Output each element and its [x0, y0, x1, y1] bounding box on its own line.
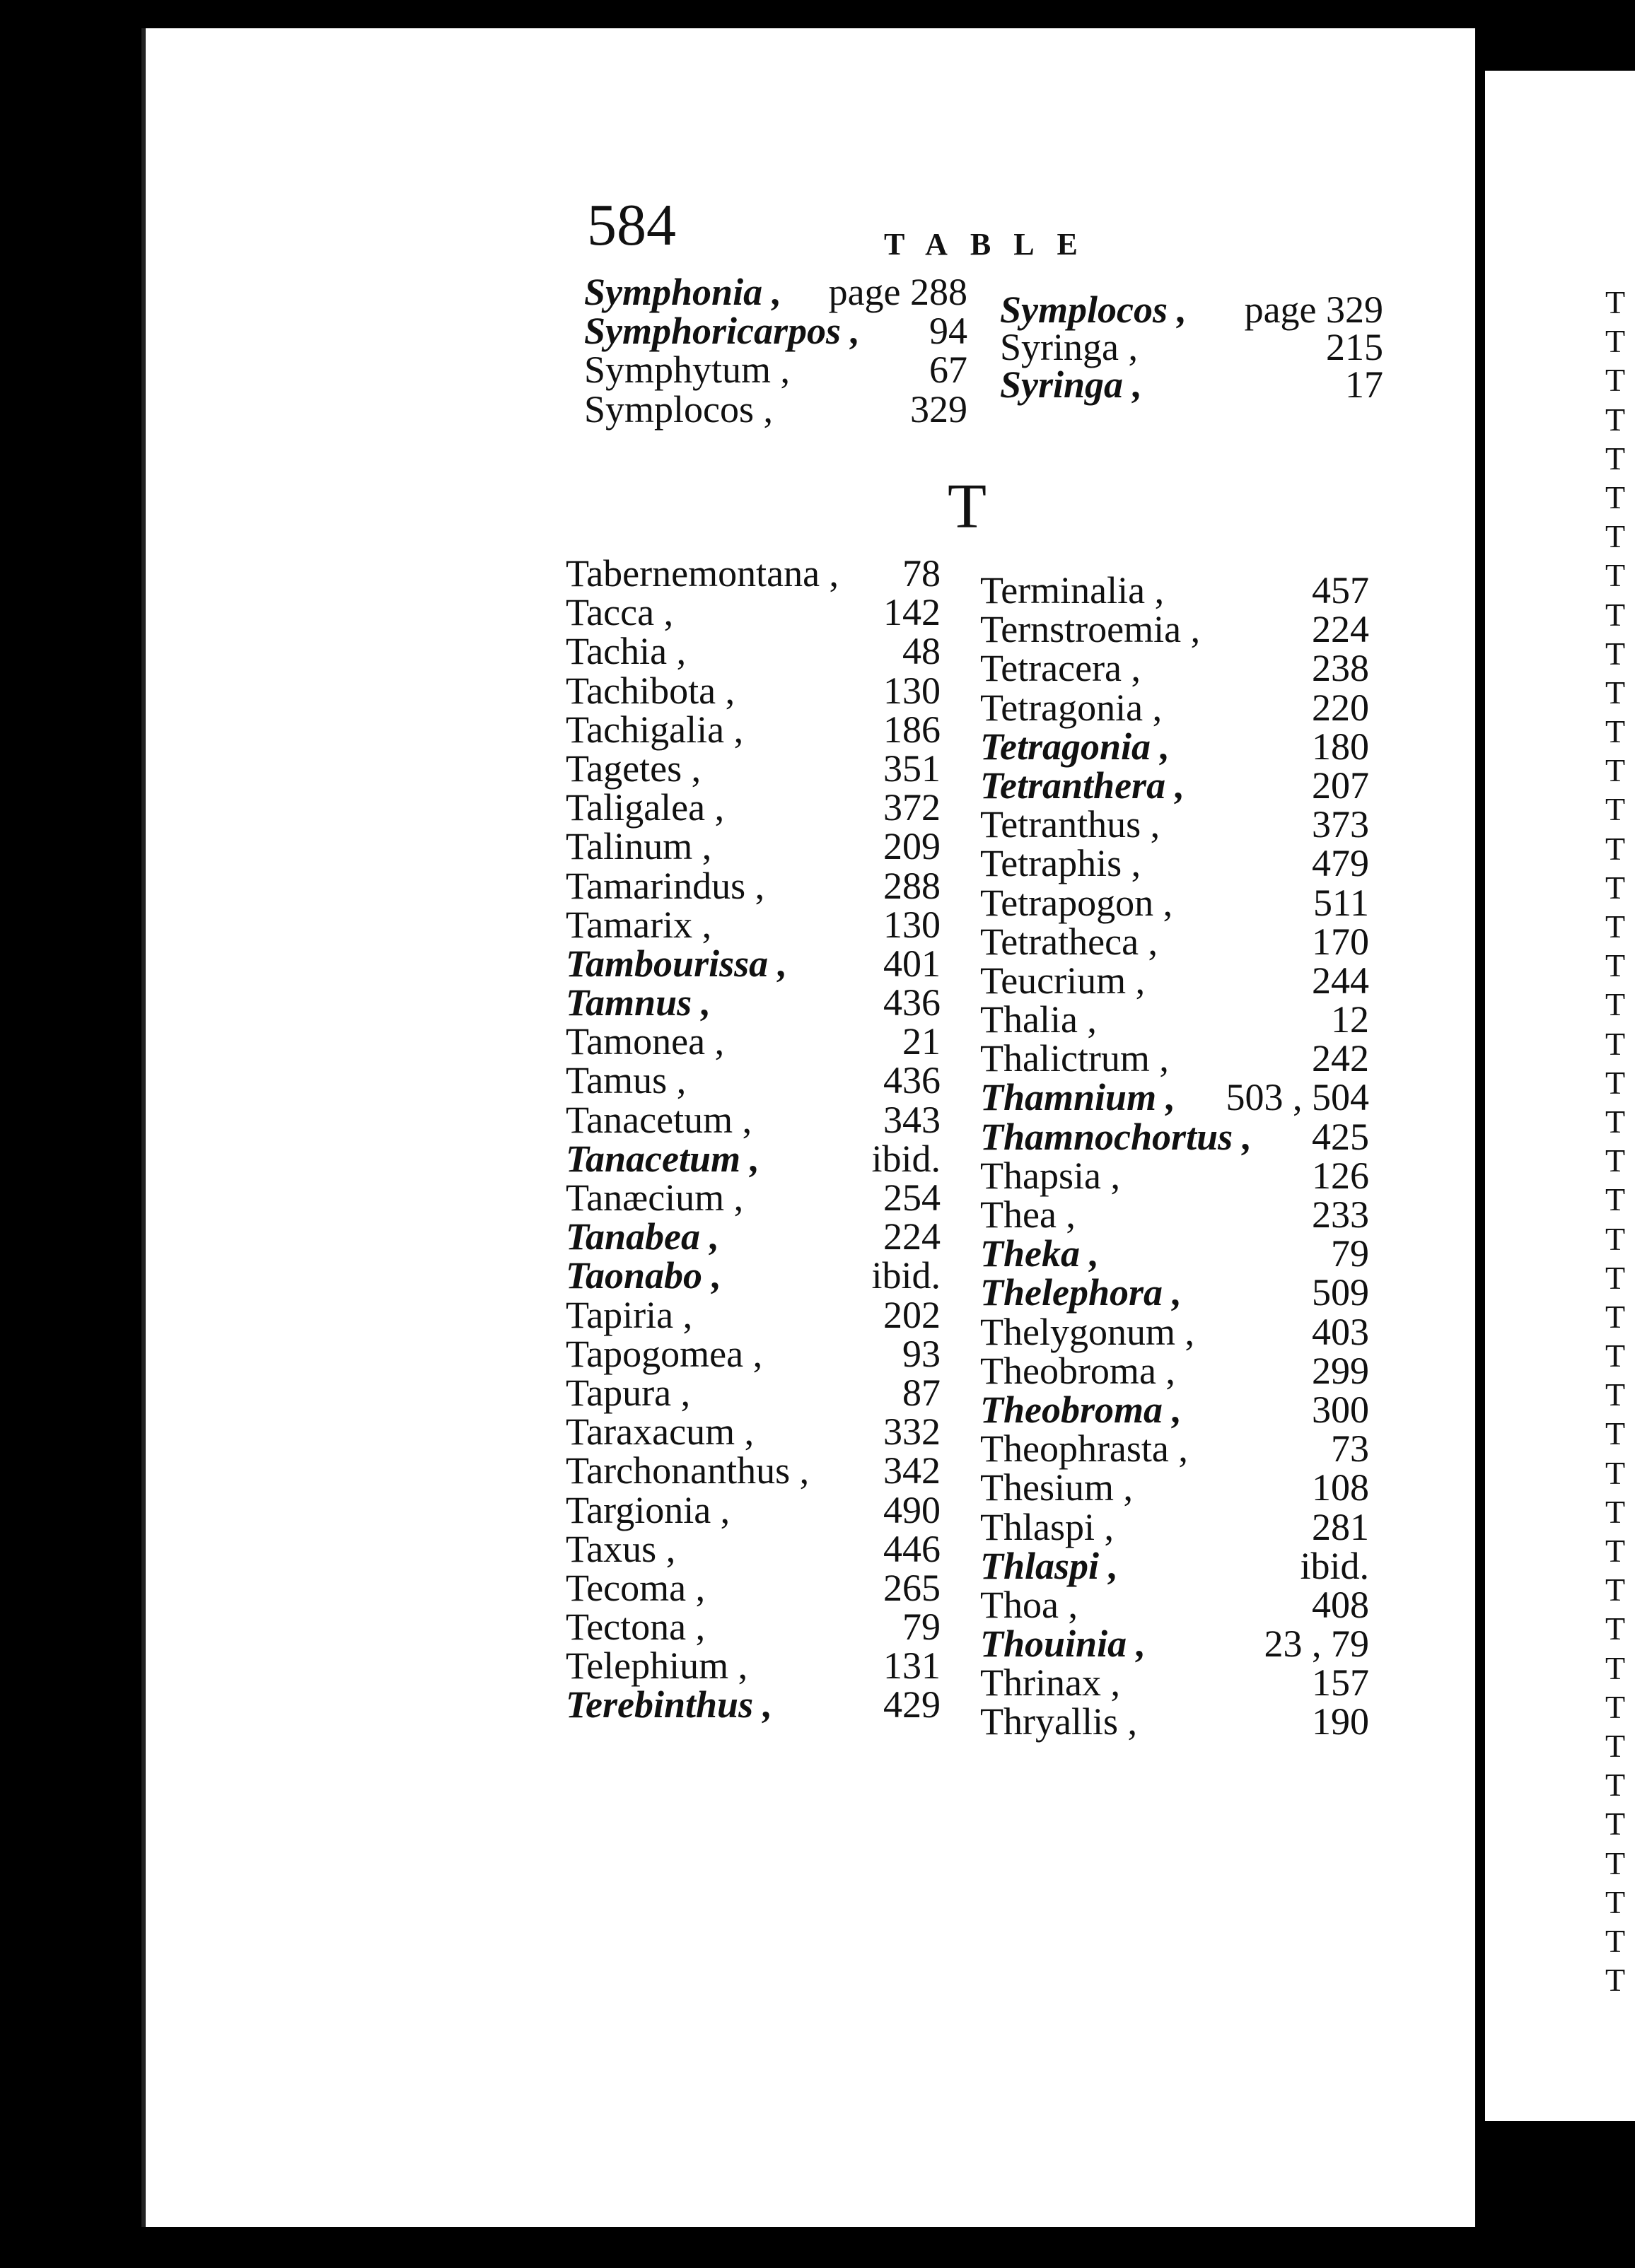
entry-name: Tanæcium , — [566, 1176, 744, 1219]
entry-name: Syringa , — [1000, 326, 1138, 368]
entry-name: Symplocos , — [584, 387, 774, 431]
entry-name: Tagetes , — [566, 747, 702, 790]
adjacent-page-letter: T — [1605, 1688, 1626, 1725]
index-entry — [566, 1566, 941, 1609]
entry-name: Tabernemontana , — [566, 552, 839, 595]
entry-name: Thelephora , — [980, 1271, 1182, 1314]
index-entry — [566, 1137, 941, 1180]
entry-page: 78 — [902, 552, 941, 595]
entry-page: 170 — [1312, 920, 1369, 963]
entry-page: 332 — [883, 1410, 941, 1454]
entry-name: Tamus , — [566, 1059, 687, 1102]
index-entry — [566, 903, 941, 946]
adjacent-page-letter: T — [1605, 440, 1626, 477]
index-entry — [566, 593, 941, 632]
entry-name: Taonabo , — [566, 1254, 722, 1297]
entry-name: Tachia , — [566, 630, 687, 673]
entry-name: Tambourissa , — [566, 942, 788, 985]
index-entry — [980, 1039, 1369, 1078]
index-entry — [980, 610, 1369, 649]
entry-name: Ternstroemia , — [980, 608, 1201, 651]
adjacent-page-letter: T — [1605, 1572, 1626, 1608]
adjacent-page-letter: T — [1605, 674, 1626, 711]
adjacent-page-letter: T — [1605, 1493, 1626, 1530]
entry-page: 343 — [883, 1098, 941, 1141]
entry-page: ibid. — [871, 1137, 941, 1180]
entry-name: Tacca , — [566, 591, 674, 634]
entry-name: Thamnium , — [980, 1076, 1176, 1119]
entry-name: Tanacetum , — [566, 1137, 760, 1180]
entry-name: Targionia , — [566, 1488, 731, 1531]
index-entry — [566, 864, 941, 907]
index-entry — [1000, 326, 1383, 368]
entry-page: 79 — [902, 1606, 941, 1649]
entry-name: Thoa , — [980, 1583, 1078, 1626]
index-entry — [566, 788, 941, 827]
index-entry — [980, 1702, 1369, 1741]
entry-page: 254 — [883, 1176, 941, 1219]
entry-page: 94 — [929, 310, 967, 353]
entry-page: 157 — [1312, 1661, 1369, 1705]
adjacent-page-letter: T — [1605, 947, 1626, 984]
adjacent-page-letter: T — [1605, 713, 1626, 750]
adjacent-page-letter: T — [1605, 1142, 1626, 1179]
entry-page: 130 — [883, 669, 941, 712]
adjacent-page-letter: T — [1605, 1376, 1626, 1413]
adjacent-page-letter: T — [1605, 1845, 1626, 1881]
entry-name: Terebinthus , — [566, 1683, 773, 1726]
continued-entries-right — [1000, 288, 1383, 406]
entry-page: 446 — [883, 1527, 941, 1570]
adjacent-page-letter: T — [1605, 1103, 1626, 1140]
index-entry — [566, 1098, 941, 1141]
entry-page: 372 — [883, 786, 941, 829]
index-entry — [980, 1427, 1369, 1471]
entry-name: Taxus , — [566, 1527, 676, 1570]
entry-name: Theobroma , — [980, 1388, 1182, 1431]
entry-page: 209 — [883, 825, 941, 868]
entry-page: 429 — [883, 1683, 941, 1726]
adjacent-page-letter: T — [1605, 1415, 1626, 1452]
entry-page: 242 — [1312, 1037, 1369, 1080]
adjacent-page-letter: T — [1605, 791, 1626, 828]
entry-page: 511 — [1313, 881, 1369, 924]
entry-name: Symplocos , — [1000, 288, 1187, 331]
index-entry — [566, 1217, 941, 1256]
entry-name: Tanacetum , — [566, 1098, 752, 1141]
index-entry — [566, 669, 941, 712]
entry-page: 401 — [883, 942, 941, 985]
entry-name: Taligalea , — [566, 786, 725, 829]
entry-name: Tamarix , — [566, 903, 712, 946]
entry-page: 12 — [1331, 998, 1369, 1041]
entry-name: Tetragonia , — [980, 725, 1170, 768]
entry-name: Thrinax , — [980, 1661, 1120, 1705]
entry-page: 436 — [883, 1059, 941, 1102]
entry-page: 490 — [883, 1488, 941, 1531]
adjacent-page-letter: T — [1605, 596, 1626, 633]
index-entry — [980, 1388, 1369, 1431]
entry-name: Thelygonum , — [980, 1310, 1194, 1353]
entry-name: Tamonea , — [566, 1020, 725, 1063]
index-entry — [566, 1293, 941, 1336]
entry-name: Theka , — [980, 1232, 1099, 1275]
entry-name: Thea , — [980, 1193, 1076, 1236]
adjacent-page-letters — [1605, 283, 1635, 1999]
entry-page: 220 — [1312, 686, 1369, 729]
index-entry — [980, 1544, 1369, 1587]
entry-page: 300 — [1312, 1388, 1369, 1431]
entry-page: 503 , 504 — [1226, 1076, 1369, 1119]
index-column-right — [980, 571, 1369, 1742]
adjacent-page-letter: T — [1605, 908, 1626, 945]
index-entry — [980, 1310, 1369, 1353]
index-entry — [584, 351, 967, 390]
index-entry — [566, 708, 941, 751]
adjacent-page-letter: T — [1605, 1454, 1626, 1491]
entry-page: 202 — [883, 1293, 941, 1336]
entry-page: 131 — [883, 1644, 941, 1688]
entry-page: 17 — [1345, 363, 1383, 406]
index-entry — [980, 1000, 1369, 1039]
index-entry — [980, 1349, 1369, 1392]
entry-name: Tetragonia , — [980, 686, 1163, 729]
index-entry — [1000, 288, 1383, 331]
entry-page: 425 — [1312, 1115, 1369, 1158]
entry-page: 457 — [1312, 569, 1369, 612]
entry-page: 288 — [883, 864, 941, 907]
index-column-left — [566, 554, 941, 1725]
adjacent-page-letter: T — [1605, 635, 1626, 672]
entry-page: 238 — [1312, 647, 1369, 690]
entry-page: 73 — [1331, 1427, 1369, 1471]
adjacent-page-letter: T — [1605, 1962, 1626, 1999]
entry-name: Teucrium , — [980, 959, 1146, 1002]
entry-page: 224 — [1312, 608, 1369, 651]
entry-name: Tapiria , — [566, 1293, 693, 1336]
entry-page: 142 — [883, 591, 941, 634]
adjacent-page-letter: T — [1605, 1767, 1626, 1804]
entry-name: Thouinia , — [980, 1623, 1146, 1666]
entry-page: 233 — [1312, 1193, 1369, 1236]
index-entry — [980, 571, 1369, 610]
index-entry — [566, 1176, 941, 1219]
index-entry — [584, 312, 967, 351]
entry-name: Tetraphis , — [980, 842, 1141, 885]
entry-page: 130 — [883, 903, 941, 946]
entry-page: 373 — [1312, 803, 1369, 846]
entry-name: Terminalia , — [980, 569, 1165, 612]
index-entry — [566, 1685, 941, 1724]
index-entry — [980, 727, 1369, 766]
index-entry — [566, 1332, 941, 1375]
entry-page: 215 — [1326, 326, 1383, 368]
index-entry — [566, 632, 941, 671]
entry-name: Theophrasta , — [980, 1427, 1188, 1471]
index-entry — [980, 844, 1369, 883]
adjacent-page-letter: T — [1605, 1727, 1626, 1764]
index-entry — [566, 1644, 941, 1688]
entry-name: Taraxacum , — [566, 1410, 755, 1454]
entry-name: Thesium , — [980, 1466, 1133, 1509]
index-entry — [980, 1583, 1369, 1626]
index-entry — [566, 1371, 941, 1414]
entry-page: 190 — [1312, 1700, 1369, 1743]
entry-page: 299 — [1312, 1349, 1369, 1392]
entry-page: 126 — [1312, 1154, 1369, 1197]
index-entry — [980, 881, 1369, 924]
entry-name: Tamarindus , — [566, 864, 765, 907]
adjacent-page-letter: T — [1605, 1533, 1626, 1569]
index-entry — [584, 273, 967, 312]
index-entry — [566, 1410, 941, 1454]
entry-page: 281 — [1312, 1505, 1369, 1548]
entry-name: Tetrapogon , — [980, 881, 1173, 924]
index-entry — [980, 1505, 1369, 1548]
adjacent-page-letter: T — [1605, 284, 1626, 320]
index-entry — [980, 686, 1369, 729]
entry-name: Symphonia , — [584, 271, 782, 313]
entry-name: Syringa , — [1000, 363, 1143, 406]
entry-name: Tanabea , — [566, 1215, 720, 1258]
entry-page: 48 — [902, 630, 941, 673]
entry-name: Thlaspi , — [980, 1505, 1114, 1548]
index-entry — [980, 649, 1369, 688]
adjacent-page-letter: T — [1605, 1064, 1626, 1101]
entry-name: Tapura , — [566, 1371, 691, 1414]
adjacent-page-letter: T — [1605, 1922, 1626, 1959]
index-entry — [566, 1061, 941, 1100]
index-entry — [980, 1661, 1369, 1705]
index-entry — [566, 942, 941, 985]
index-entry — [980, 1234, 1369, 1273]
entry-page: 244 — [1312, 959, 1369, 1002]
entry-name: Tachigalia , — [566, 708, 744, 751]
index-entry — [980, 1115, 1369, 1158]
entry-name: Talinum , — [566, 825, 712, 868]
index-entry — [566, 827, 941, 866]
adjacent-page-letter: T — [1605, 1806, 1626, 1842]
index-entry — [566, 749, 941, 788]
entry-page: 329 — [910, 387, 967, 431]
entry-name: Thalictrum , — [980, 1037, 1169, 1080]
entry-page: 408 — [1312, 1583, 1369, 1626]
adjacent-page-letter: T — [1605, 557, 1626, 594]
index-entry — [584, 387, 967, 431]
adjacent-page-letter: T — [1605, 1259, 1626, 1296]
adjacent-page-letter: T — [1605, 1220, 1626, 1257]
entry-name: Tachibota , — [566, 669, 735, 712]
index-entry — [566, 554, 941, 593]
entry-name: Tarchonanthus , — [566, 1449, 810, 1492]
index-entry — [566, 1608, 941, 1647]
index-entry — [980, 920, 1369, 963]
index-entry — [566, 1256, 941, 1295]
adjacent-page-letter: T — [1605, 1025, 1626, 1062]
entry-page: 93 — [902, 1332, 941, 1375]
index-entry — [566, 1451, 941, 1490]
adjacent-page-letter: T — [1605, 1338, 1626, 1374]
adjacent-page-letter: T — [1605, 323, 1626, 360]
entry-page: 180 — [1312, 725, 1369, 768]
continued-entries-left — [584, 273, 967, 429]
index-entry — [980, 1625, 1369, 1664]
entry-name: Tetranthera , — [980, 764, 1185, 807]
index-entry — [980, 961, 1369, 1000]
entry-name: Thryallis , — [980, 1700, 1137, 1743]
adjacent-page-letter: T — [1605, 479, 1626, 515]
entry-name: Theobroma , — [980, 1349, 1175, 1392]
entry-page: page 329 — [1244, 288, 1383, 331]
entry-name: Tapogomea , — [566, 1332, 763, 1375]
adjacent-page-letter: T — [1605, 1649, 1626, 1686]
entry-name: Tecoma , — [566, 1566, 706, 1609]
entry-page: 87 — [902, 1371, 941, 1414]
entry-name: Tetratheca , — [980, 920, 1158, 963]
entry-page: 436 — [883, 981, 941, 1024]
adjacent-page-letter: T — [1605, 869, 1626, 906]
adjacent-page-letter: T — [1605, 1883, 1626, 1920]
entry-name: Tamnus , — [566, 981, 711, 1024]
index-entry — [566, 1022, 941, 1061]
entry-name: Telephium , — [566, 1644, 748, 1688]
entry-page: 509 — [1312, 1271, 1369, 1314]
entry-name: Tetranthus , — [980, 803, 1160, 846]
entry-name: Tetracera , — [980, 647, 1141, 690]
adjacent-page-letter: T — [1605, 401, 1626, 438]
entry-page: 224 — [883, 1215, 941, 1258]
adjacent-page-letter: T — [1605, 986, 1626, 1023]
index-entry — [980, 1154, 1369, 1197]
entry-name: Thamnochortus , — [980, 1115, 1252, 1158]
entry-page: 351 — [883, 747, 941, 790]
entry-page: 207 — [1312, 764, 1369, 807]
adjacent-page-letter: T — [1605, 518, 1626, 555]
entry-page: 342 — [883, 1449, 941, 1492]
entry-page: 23 , 79 — [1264, 1623, 1369, 1666]
entry-name: Tectona , — [566, 1606, 706, 1649]
index-entry — [566, 1488, 941, 1531]
index-entry — [980, 805, 1369, 844]
entry-page: 479 — [1312, 842, 1369, 885]
entry-page: ibid. — [871, 1254, 941, 1297]
entry-name: Symphytum , — [584, 349, 791, 392]
index-entry — [980, 1078, 1369, 1117]
entry-page: 67 — [929, 349, 967, 392]
entry-page: page 288 — [828, 271, 967, 313]
adjacent-page-letter: T — [1605, 1298, 1626, 1335]
adjacent-page-letter: T — [1605, 1181, 1626, 1218]
adjacent-page-letter: T — [1605, 830, 1626, 867]
entry-page: 265 — [883, 1566, 941, 1609]
entry-page: 108 — [1312, 1466, 1369, 1509]
index-entry — [980, 766, 1369, 805]
index-entry — [566, 983, 941, 1022]
entry-page: 79 — [1331, 1232, 1369, 1275]
adjacent-page-letter: T — [1605, 752, 1626, 789]
entry-page: 186 — [883, 708, 941, 751]
index-entry — [980, 1193, 1369, 1236]
entry-page: 21 — [902, 1020, 941, 1063]
page-number: 584 — [587, 192, 676, 258]
adjacent-page-letter: T — [1605, 362, 1626, 399]
index-entry — [980, 1273, 1369, 1312]
entry-page: 403 — [1312, 1310, 1369, 1353]
entry-page: ibid. — [1300, 1544, 1369, 1587]
index-entry — [980, 1468, 1369, 1507]
entry-name: Thlaspi , — [980, 1544, 1119, 1587]
entry-name: Thalia , — [980, 998, 1097, 1041]
index-entry — [1000, 363, 1383, 406]
section-letter: T — [948, 472, 987, 542]
entry-name: Symphoricarpos , — [584, 310, 861, 353]
entry-name: Thapsia , — [980, 1154, 1120, 1197]
index-entry — [566, 1527, 941, 1570]
adjacent-page-letter: T — [1605, 1611, 1626, 1647]
running-head: TABLE — [884, 227, 1100, 262]
